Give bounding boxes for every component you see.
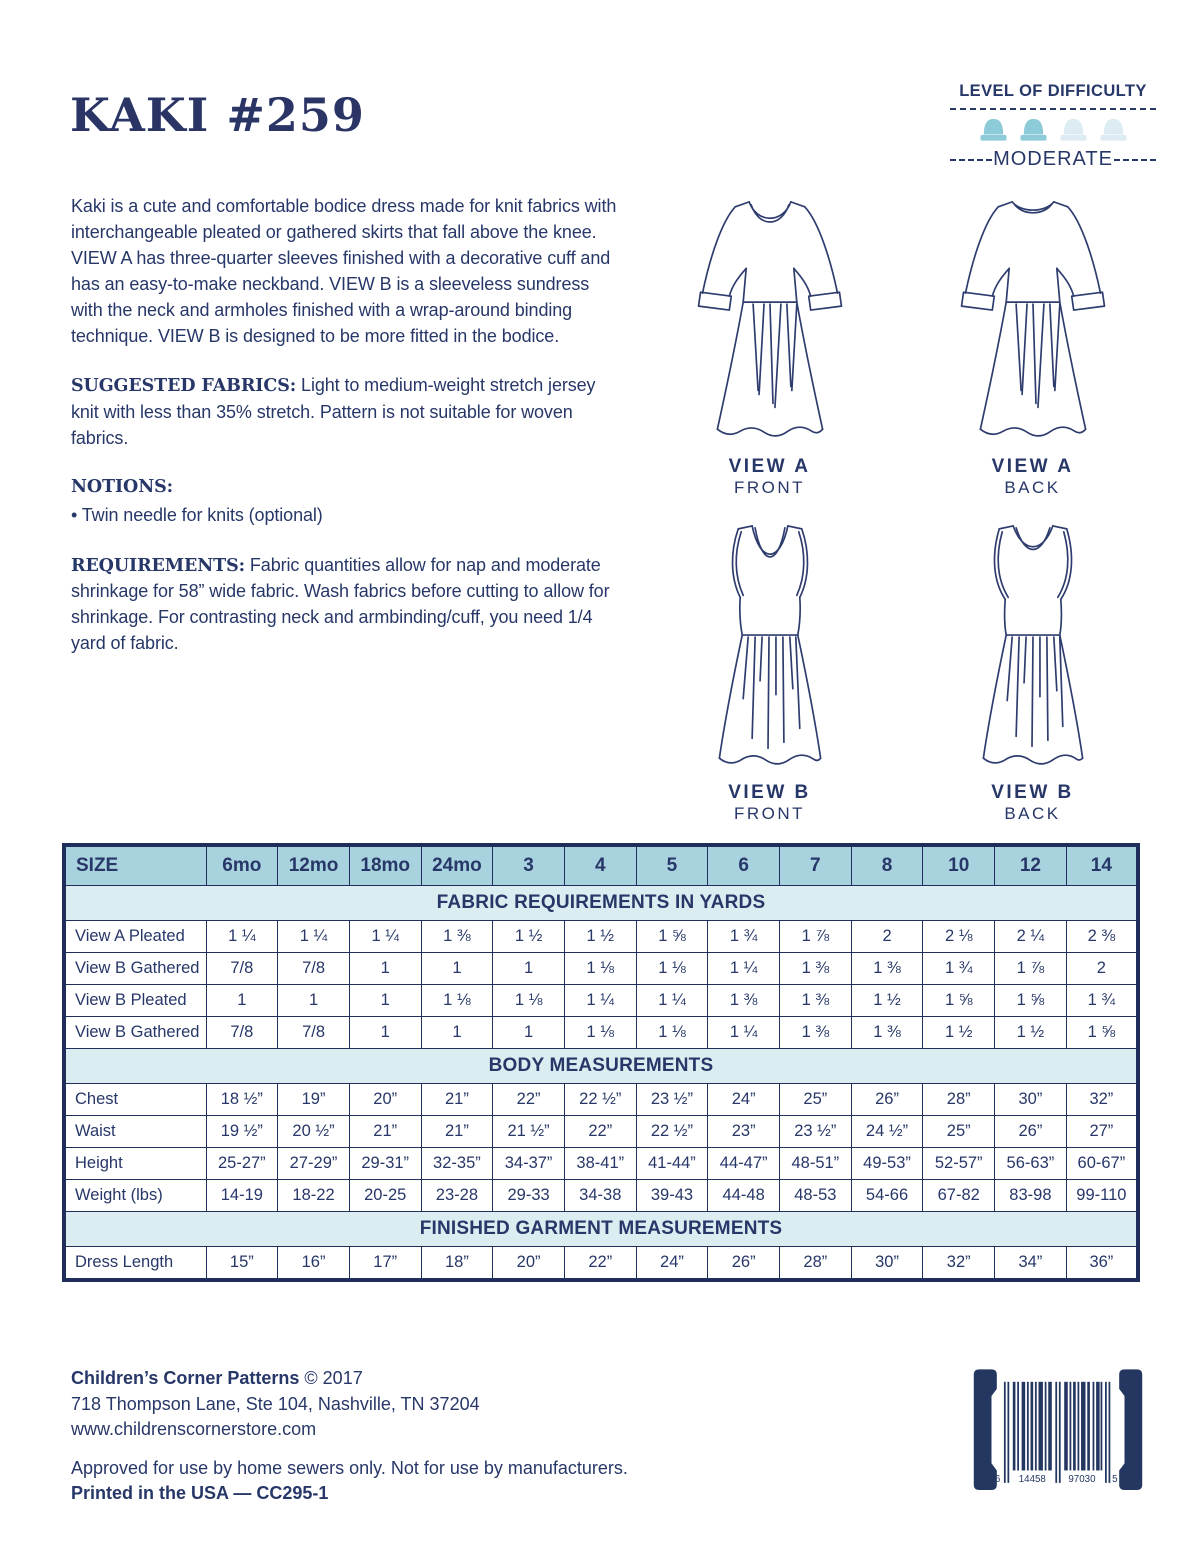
- table-cell: 1: [349, 953, 421, 985]
- table-cell: 25”: [923, 1116, 995, 1148]
- row-label: View B Gathered: [64, 953, 206, 985]
- table-cell: 21”: [421, 1116, 493, 1148]
- table-cell: 1 ⅜: [780, 985, 852, 1017]
- printed-note: Printed in the USA — CC295-1: [71, 1483, 329, 1504]
- table-row: [64, 953, 1138, 985]
- table-cell: 34”: [995, 1247, 1067, 1281]
- table-cell: 21”: [421, 1084, 493, 1116]
- view-a-front-side: FRONT: [733, 478, 806, 497]
- table-row: [64, 1180, 1138, 1212]
- upc-barcode: [972, 1356, 1144, 1514]
- table-cell: 20-25: [349, 1180, 421, 1212]
- table-cell: 24”: [708, 1084, 780, 1116]
- size-col-header: 7: [780, 845, 852, 886]
- table-cell: 56-63”: [995, 1148, 1067, 1180]
- table-cell: 20”: [493, 1247, 565, 1281]
- table-cell: 1 ⅞: [995, 953, 1067, 985]
- table-row: [64, 1017, 1138, 1049]
- thimble-icon-filled: [1017, 116, 1050, 145]
- table-row: [64, 985, 1138, 1017]
- view-b-back-figure: [918, 512, 1147, 824]
- table-cell: 26”: [708, 1247, 780, 1281]
- garment-illustrations: [655, 186, 1147, 824]
- table-cell: 1: [421, 953, 493, 985]
- table-cell: 1 ⅝: [995, 985, 1067, 1017]
- company-line: [71, 1366, 628, 1392]
- table-cell: 7/8: [278, 953, 350, 985]
- view-b-back-name: VIEW B: [991, 782, 1074, 803]
- table-cell: 2 ¼: [995, 921, 1067, 953]
- size-col-header: 14: [1066, 845, 1138, 886]
- row-label: Chest: [64, 1084, 206, 1116]
- size-col-header: 5: [636, 845, 708, 886]
- table-cell: 1 ⅜: [851, 953, 923, 985]
- pattern-description: Kaki is a cute and comfortable bodice dress made for knit fabrics with interchangeable pleated or gathered skirts that fall above the knee. VIEW A has three-quarter sleeves finished with a decorative cuff and has an easy-to-make neckband. VIEW B is a sleeveless sundress with the neck and armholes finished with a wrap-around binding technique. VIEW B is designed to be more fitted in the bodice.: [71, 196, 617, 346]
- view-b-front-figure: [655, 512, 884, 824]
- table-cell: 18 ½”: [206, 1084, 278, 1116]
- suggested-fabrics-text: Light to medium-weight stretch jersey knit with less than 35% stretch. Pattern is not suitable for woven fabrics.: [71, 375, 596, 448]
- table-cell: 1 ⅞: [780, 921, 852, 953]
- table-cell: 1 ⅛: [493, 985, 565, 1017]
- size-col-header: 6: [708, 845, 780, 886]
- table-cell: 19 ½”: [206, 1116, 278, 1148]
- table-row: [64, 921, 1138, 953]
- view-a-back-illustration: [929, 186, 1137, 454]
- table-cell: 21”: [349, 1116, 421, 1148]
- table-cell: 1 ¼: [636, 985, 708, 1017]
- table-section-title: BODY MEASUREMENTS: [64, 1049, 1138, 1084]
- table-cell: 32-35”: [421, 1148, 493, 1180]
- view-a-front-figure: [655, 186, 884, 498]
- table-row: [64, 1148, 1138, 1180]
- table-cell: 1: [421, 1017, 493, 1049]
- difficulty-heading: LEVEL OF DIFFICULTY: [959, 82, 1147, 100]
- table-cell: 1: [493, 1017, 565, 1049]
- table-cell: 14-19: [206, 1180, 278, 1212]
- requirements-text: Fabric quantities allow for nap and moderate shrinkage for 58” wide fabric. Wash fabrics before cutting to allow for shrinkage. For contrasting neck and armbinding/cuff, you need 1/4 yard of fabric.: [71, 554, 610, 653]
- difficulty-label-row: [950, 148, 1156, 171]
- table-section-title: FABRIC REQUIREMENTS IN YARDS: [64, 886, 1138, 921]
- table-row: [64, 1084, 1138, 1116]
- dashed-divider: [950, 159, 992, 161]
- table-cell: 7/8: [206, 1017, 278, 1049]
- table-cell: 22”: [564, 1247, 636, 1281]
- dashed-divider: [1114, 159, 1156, 161]
- website: www.childrenscornerstore.com: [71, 1419, 317, 1440]
- table-cell: 1 ¼: [708, 1017, 780, 1049]
- table-cell: 1: [349, 1017, 421, 1049]
- row-label: Waist: [64, 1116, 206, 1148]
- table-cell: 48-53: [780, 1180, 852, 1212]
- table-cell: 29-33: [493, 1180, 565, 1212]
- table-cell: 26”: [995, 1116, 1067, 1148]
- table-cell: 1 ¼: [278, 921, 350, 953]
- table-cell: 60-67”: [1066, 1148, 1138, 1180]
- row-label: Dress Length: [64, 1247, 206, 1281]
- table-cell: 1 ⅛: [564, 1017, 636, 1049]
- table-section-row: [64, 1212, 1138, 1247]
- table-cell: 27-29”: [278, 1148, 350, 1180]
- table-cell: 2 ⅜: [1066, 921, 1138, 953]
- requirements: [71, 553, 623, 657]
- notions: [71, 475, 623, 528]
- row-label: View B Pleated: [64, 985, 206, 1017]
- barcode-bars: [1004, 1382, 1110, 1483]
- table-cell: 15”: [206, 1247, 278, 1281]
- size-col-header: 12: [995, 845, 1067, 886]
- table-cell: 1 ⅝: [1066, 1017, 1138, 1049]
- table-cell: 38-41”: [564, 1148, 636, 1180]
- table-cell: 23-28: [421, 1180, 493, 1212]
- table-cell: 25-27”: [206, 1148, 278, 1180]
- row-label: Height: [64, 1148, 206, 1180]
- row-label: View B Gathered: [64, 1017, 206, 1049]
- size-col-header: 6mo: [206, 845, 278, 886]
- view-a-back-side: BACK: [1004, 478, 1061, 497]
- table-cell: 1 ⅜: [780, 1017, 852, 1049]
- suggested-fabrics: [71, 373, 623, 451]
- table-cell: 20 ½”: [278, 1116, 350, 1148]
- table-cell: 36”: [1066, 1247, 1138, 1281]
- table-cell: 30”: [995, 1084, 1067, 1116]
- table-cell: 7/8: [278, 1017, 350, 1049]
- table-row: [64, 1247, 1138, 1281]
- table-cell: 1 ⅜: [851, 1017, 923, 1049]
- view-a-back-name: VIEW A: [991, 456, 1074, 477]
- table-cell: 7/8: [206, 953, 278, 985]
- table-cell: 2 ⅛: [923, 921, 995, 953]
- table-cell: 32”: [1066, 1084, 1138, 1116]
- page-title: KAKI #259: [70, 88, 365, 142]
- table-cell: 28”: [780, 1247, 852, 1281]
- size-col-header: 3: [493, 845, 565, 886]
- spool-right-icon: [1119, 1369, 1142, 1490]
- barcode-digit-group: 97030: [1068, 1473, 1096, 1485]
- table-cell: 2: [851, 921, 923, 953]
- table-cell: 1 ½: [995, 1017, 1067, 1049]
- table-cell: 22 ½”: [636, 1116, 708, 1148]
- table-section-row: [64, 1049, 1138, 1084]
- table-cell: 32”: [923, 1247, 995, 1281]
- table-cell: 19”: [278, 1084, 350, 1116]
- table-cell: 1 ⅛: [636, 953, 708, 985]
- size-header-row: [64, 845, 1138, 886]
- thimble-icon-empty: [1057, 116, 1090, 145]
- footer: [71, 1366, 628, 1507]
- table-cell: 24”: [636, 1247, 708, 1281]
- table-cell: 21 ½”: [493, 1116, 565, 1148]
- table-cell: 52-57”: [923, 1148, 995, 1180]
- table-cell: 1 ⅛: [564, 953, 636, 985]
- size-col-header: 12mo: [278, 845, 350, 886]
- table-section-row: [64, 886, 1138, 921]
- view-a-back-figure: [918, 186, 1147, 498]
- view-b-front-illustration: [666, 512, 874, 780]
- table-cell: 44-47”: [708, 1148, 780, 1180]
- table-cell: 99-110: [1066, 1180, 1138, 1212]
- table-cell: 20”: [349, 1084, 421, 1116]
- address: 718 Thompson Lane, Ste 104, Nashville, TN 37204: [71, 1393, 480, 1414]
- table-cell: 23 ½”: [780, 1116, 852, 1148]
- table-cell: 1 ¾: [1066, 985, 1138, 1017]
- spool-left-icon: [974, 1369, 997, 1490]
- size-header-cell: SIZE: [64, 845, 206, 886]
- size-table-container: [62, 843, 1140, 1282]
- table-cell: 48-51”: [780, 1148, 852, 1180]
- table-cell: 1 ½: [493, 921, 565, 953]
- table-cell: 1 ½: [923, 1017, 995, 1049]
- table-cell: 1 ⅛: [421, 985, 493, 1017]
- view-b-front-name: VIEW B: [728, 782, 811, 803]
- table-cell: 54-66: [851, 1180, 923, 1212]
- view-b-front-side: FRONT: [733, 804, 806, 823]
- table-cell: 1 ¼: [349, 921, 421, 953]
- table-cell: 1 ½: [851, 985, 923, 1017]
- thimble-rating: [950, 110, 1156, 147]
- table-cell: 22”: [564, 1116, 636, 1148]
- difficulty-indicator: [950, 82, 1156, 171]
- table-cell: 1 ⅜: [708, 985, 780, 1017]
- table-cell: 1 ¼: [564, 985, 636, 1017]
- description-column: [71, 194, 623, 680]
- approval-note: Approved for use by home sewers only. Not for use by manufacturers.: [71, 1457, 628, 1478]
- table-cell: 16”: [278, 1247, 350, 1281]
- thimble-icon-empty: [1097, 116, 1130, 145]
- table-cell: 18-22: [278, 1180, 350, 1212]
- table-cell: 1 ½: [564, 921, 636, 953]
- company-name: Children’s Corner Patterns: [71, 1368, 300, 1388]
- table-cell: 49-53”: [851, 1148, 923, 1180]
- table-cell: 27”: [1066, 1116, 1138, 1148]
- table-cell: 1 ¼: [206, 921, 278, 953]
- table-cell: 1 ⅛: [636, 1017, 708, 1049]
- table-row: [64, 1116, 1138, 1148]
- table-cell: 23”: [708, 1116, 780, 1148]
- barcode-digit-group: 14458: [1018, 1473, 1046, 1485]
- size-col-header: 18mo: [349, 845, 421, 886]
- barcode-digit-group: 5: [1112, 1473, 1118, 1485]
- table-cell: 22”: [493, 1084, 565, 1116]
- notions-item: • Twin needle for knits (optional): [71, 505, 323, 525]
- table-cell: 1 ⅜: [780, 953, 852, 985]
- row-label: View A Pleated: [64, 921, 206, 953]
- table-cell: 83-98: [995, 1180, 1067, 1212]
- difficulty-label: MODERATE: [993, 148, 1113, 170]
- table-cell: 34-38: [564, 1180, 636, 1212]
- table-cell: 24 ½”: [851, 1116, 923, 1148]
- table-cell: 1 ¼: [708, 953, 780, 985]
- table-cell: 34-37”: [493, 1148, 565, 1180]
- table-cell: 26”: [851, 1084, 923, 1116]
- table-cell: 2: [1066, 953, 1138, 985]
- table-cell: 1 ¾: [708, 921, 780, 953]
- size-table: [62, 843, 1140, 1282]
- notions-label: NOTIONS:: [71, 477, 173, 498]
- table-cell: 1: [349, 985, 421, 1017]
- table-cell: 23 ½”: [636, 1084, 708, 1116]
- requirements-label: REQUIREMENTS:: [71, 555, 245, 576]
- size-col-header: 24mo: [421, 845, 493, 886]
- size-col-header: 10: [923, 845, 995, 886]
- row-label: Weight (lbs): [64, 1180, 206, 1212]
- table-section-title: FINISHED GARMENT MEASUREMENTS: [64, 1212, 1138, 1247]
- view-b-back-illustration: [929, 512, 1137, 780]
- suggested-fabrics-label: SUGGESTED FABRICS:: [71, 376, 297, 397]
- thimble-icon-filled: [977, 116, 1010, 145]
- table-cell: 30”: [851, 1247, 923, 1281]
- table-cell: 44-48: [708, 1180, 780, 1212]
- barcode-digit-group: 6: [994, 1473, 1001, 1485]
- table-cell: 1 ¾: [923, 953, 995, 985]
- size-col-header: 8: [851, 845, 923, 886]
- view-b-back-side: BACK: [1004, 804, 1061, 823]
- table-cell: 1: [493, 953, 565, 985]
- table-cell: 67-82: [923, 1180, 995, 1212]
- table-cell: 1 ⅝: [923, 985, 995, 1017]
- table-cell: 29-31”: [349, 1148, 421, 1180]
- copyright: © 2017: [304, 1368, 363, 1388]
- table-cell: 22 ½”: [564, 1084, 636, 1116]
- table-cell: 17”: [349, 1247, 421, 1281]
- table-cell: 1: [206, 985, 278, 1017]
- table-cell: 1: [278, 985, 350, 1017]
- table-cell: 18”: [421, 1247, 493, 1281]
- table-cell: 1 ⅝: [636, 921, 708, 953]
- table-cell: 39-43: [636, 1180, 708, 1212]
- table-cell: 28”: [923, 1084, 995, 1116]
- table-cell: 1 ⅜: [421, 921, 493, 953]
- view-a-front-illustration: [666, 186, 874, 454]
- table-cell: 41-44”: [636, 1148, 708, 1180]
- size-col-header: 4: [564, 845, 636, 886]
- view-a-front-name: VIEW A: [728, 456, 811, 477]
- table-cell: 25”: [780, 1084, 852, 1116]
